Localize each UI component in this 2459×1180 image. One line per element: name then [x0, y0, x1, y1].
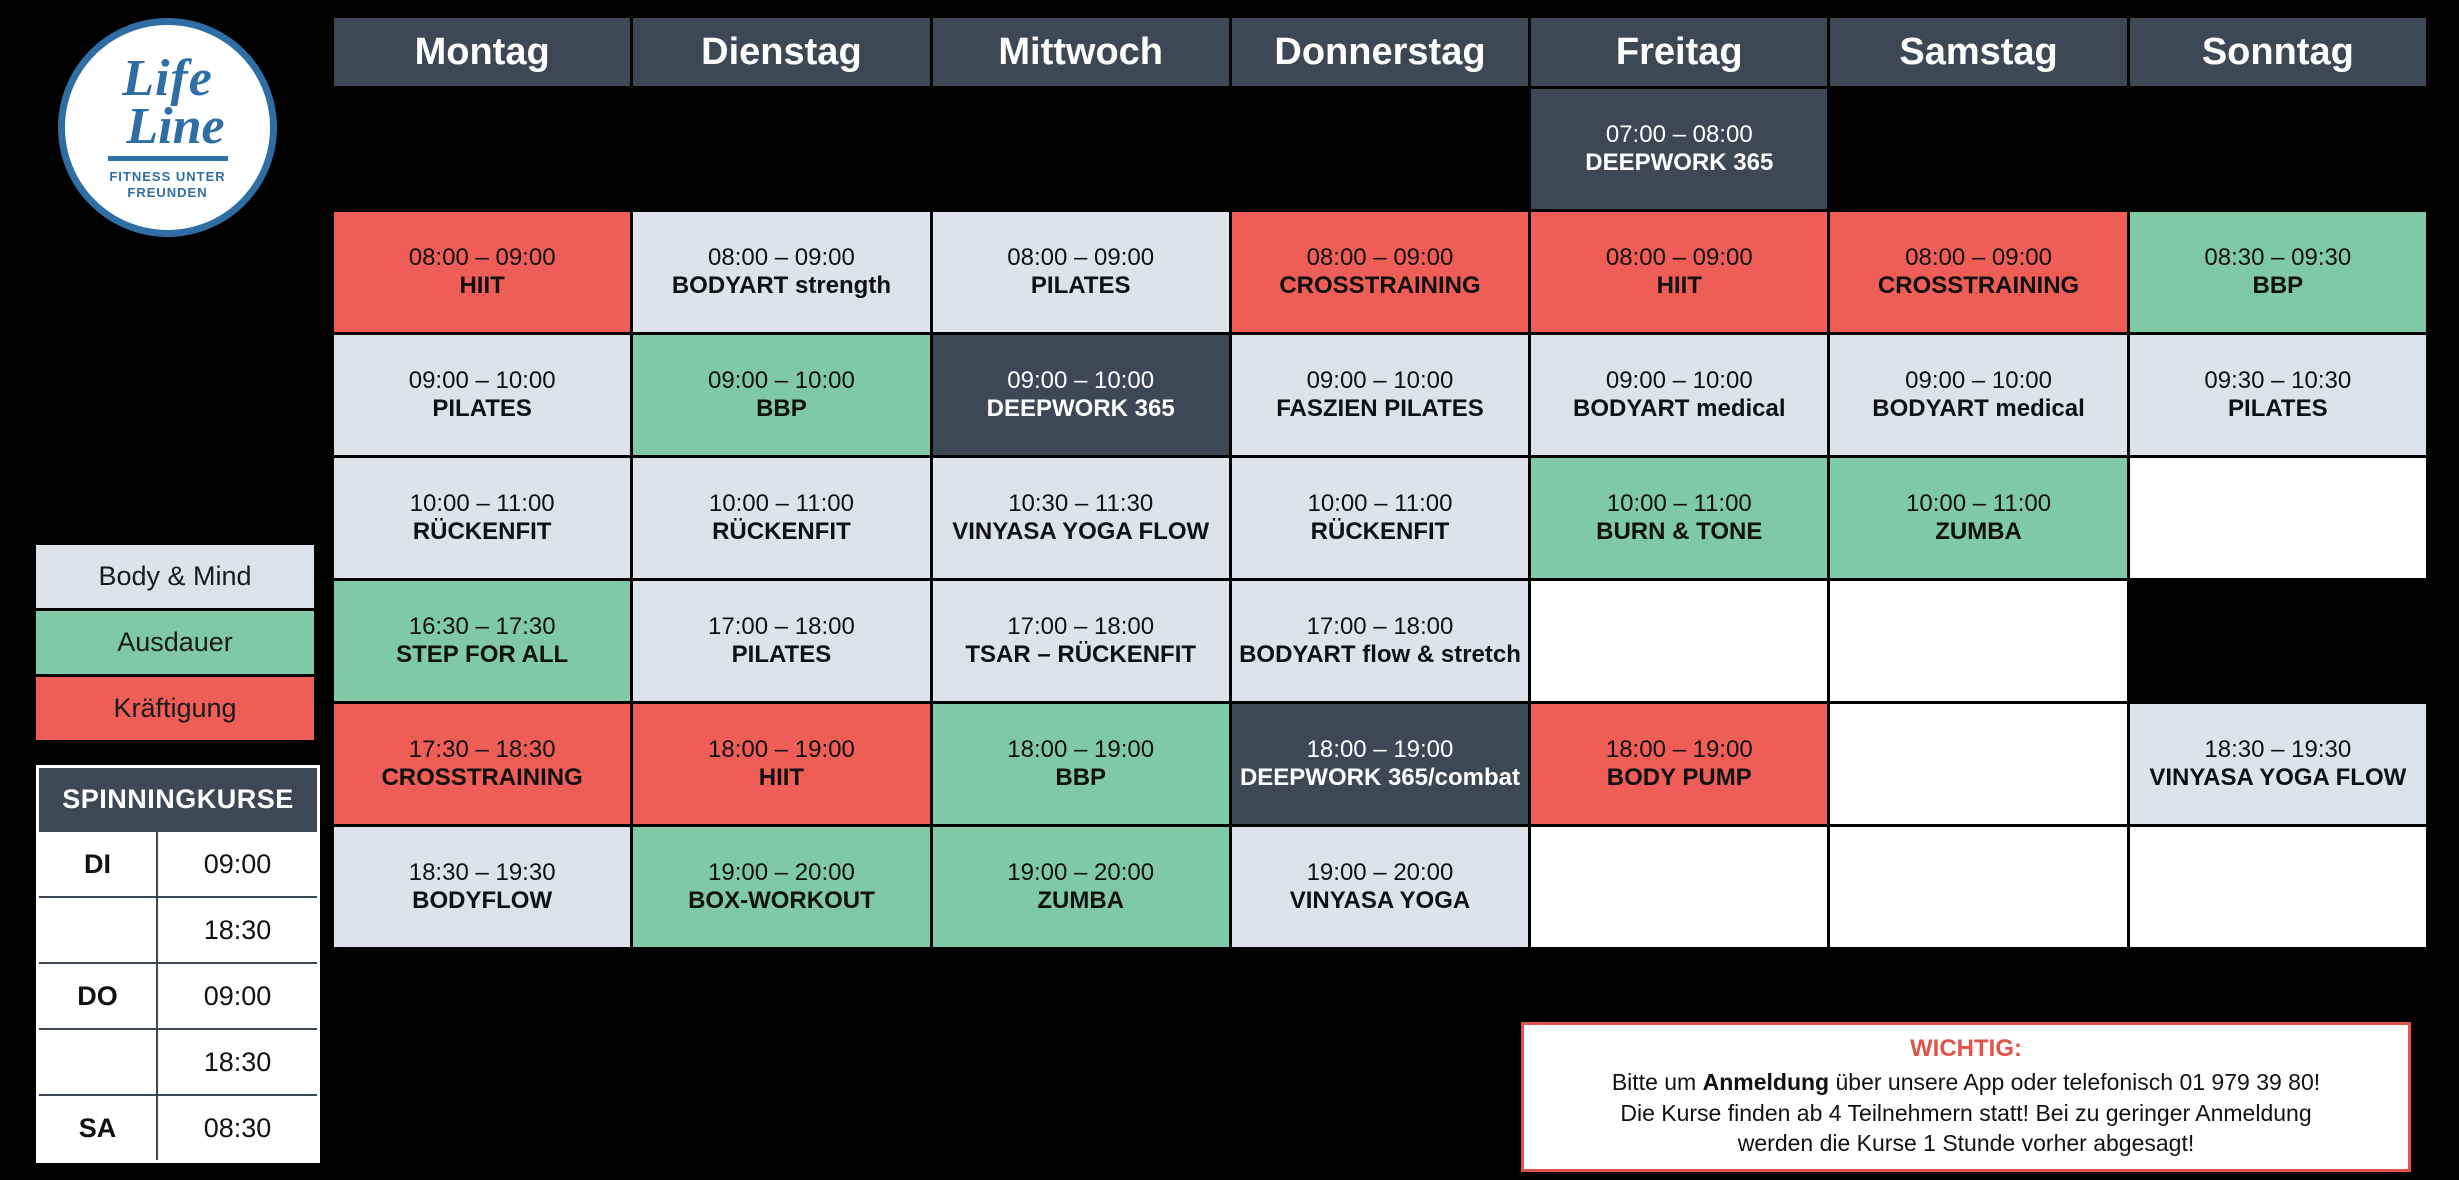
class-name: TSAR – RÜCKENFIT [965, 641, 1197, 668]
class-cell [1830, 458, 2126, 578]
class-cell [633, 89, 929, 209]
class-name: RÜCKENFIT [712, 518, 851, 545]
class-name: CROSSTRAINING [1279, 272, 1481, 299]
notice-line-1 [1538, 1067, 2394, 1098]
class-cell [1830, 212, 2126, 332]
day-header-sonntag: Sonntag [2130, 18, 2426, 86]
logo [58, 18, 273, 233]
class-time: 08:00 – 09:00 [408, 243, 556, 271]
class-time: 09:00 – 10:00 [408, 366, 556, 394]
class-name: BODYART medical [1573, 395, 1786, 422]
class-name: HIIT [1656, 272, 1702, 299]
class-cell [933, 581, 1229, 701]
legend-item-ausdauer [36, 611, 314, 674]
class-name: PILATES [731, 641, 832, 668]
class-name: STEP FOR ALL [396, 641, 569, 668]
class-name: BURN & TONE [1596, 518, 1763, 545]
class-name: BODYFLOW [412, 887, 553, 914]
spinning-time: 18:30 [203, 914, 272, 945]
class-cell [334, 581, 630, 701]
class-time: 09:30 – 10:30 [2204, 366, 2352, 394]
class-time: 17:00 – 18:00 [1306, 612, 1454, 640]
spinning-time: 18:30 [203, 1046, 272, 1077]
spinning-table [36, 765, 320, 1163]
class-cell [334, 458, 630, 578]
class-cell [1232, 581, 1528, 701]
class-cell [633, 827, 929, 947]
class-name: CROSSTRAINING [381, 764, 583, 791]
grid-row [334, 89, 2426, 212]
class-name: BBP [2252, 272, 2304, 299]
spinning-time: 09:00 [203, 848, 272, 879]
class-time: 18:00 – 19:00 [708, 735, 855, 763]
class-name: DEEPWORK 365/combat [1239, 764, 1521, 791]
legend-label: Body & Mind [98, 561, 252, 591]
class-cell [933, 335, 1229, 455]
class-cell [633, 335, 929, 455]
class-cell [1232, 458, 1528, 578]
class-cell [1830, 89, 2126, 209]
class-cell [1830, 827, 2126, 947]
spinning-day: SA [39, 1096, 158, 1160]
class-time: 08:00 – 09:00 [1007, 243, 1155, 271]
class-cell [933, 212, 1229, 332]
spinning-time: 09:00 [203, 980, 272, 1011]
class-cell [933, 827, 1229, 947]
class-time: 19:00 – 20:00 [708, 858, 855, 886]
class-cell [1830, 704, 2126, 824]
class-cell [334, 827, 630, 947]
spinning-day [39, 1030, 158, 1094]
class-time: 18:00 – 19:00 [1605, 735, 1753, 763]
class-cell [933, 89, 1229, 209]
class-time: 09:00 – 10:00 [708, 366, 855, 394]
day-header-samstag: Samstag [1830, 18, 2126, 86]
class-cell [1232, 335, 1528, 455]
class-time: 08:00 – 09:00 [1905, 243, 2052, 271]
day-header-dienstag: Dienstag [633, 18, 929, 86]
class-cell [633, 458, 929, 578]
class-time: 17:00 – 18:00 [1007, 612, 1155, 640]
grid-row [334, 458, 2426, 581]
spinning-title: SPINNINGKURSE [39, 768, 317, 830]
class-cell [1232, 212, 1528, 332]
class-cell [2130, 335, 2426, 455]
class-time: 17:30 – 18:30 [408, 735, 556, 763]
notice-line1-bold: Anmeldung [1702, 1069, 1830, 1095]
class-time: 10:00 – 11:00 [409, 489, 555, 517]
class-name: ZUMBA [1037, 887, 1125, 914]
schedule-grid [334, 18, 2426, 950]
class-time: 18:00 – 19:00 [1007, 735, 1155, 763]
class-time: 09:00 – 10:00 [1007, 366, 1155, 394]
class-cell [2130, 704, 2426, 824]
class-name: BBP [1055, 764, 1107, 791]
class-time: 10:00 – 11:00 [708, 489, 854, 517]
class-time: 08:00 – 09:00 [1306, 243, 1454, 271]
day-header-mittwoch: Mittwoch [933, 18, 1229, 86]
class-name: DEEPWORK 365 [1585, 149, 1774, 176]
class-cell [1232, 827, 1528, 947]
day-header-donnerstag: Donnerstag [1232, 18, 1528, 86]
class-name: HIIT [758, 764, 805, 791]
class-name: PILATES [2228, 395, 2328, 422]
class-time: 16:30 – 17:30 [408, 612, 556, 640]
class-cell [1531, 335, 1827, 455]
notice-line1-c: über unsere App oder telefonisch 01 979 39 80! [1829, 1069, 2321, 1095]
class-cell [334, 212, 630, 332]
class-name: DEEPWORK 365 [986, 395, 1175, 422]
table-row [39, 1028, 317, 1094]
class-cell [933, 458, 1229, 578]
class-time: 10:00 – 11:00 [1906, 489, 2052, 517]
table-row [39, 896, 317, 962]
class-time: 17:00 – 18:00 [708, 612, 855, 640]
table-row [39, 962, 317, 1028]
class-name: VINYASA YOGA FLOW [952, 518, 1210, 545]
grid-header-row [334, 18, 2426, 89]
class-cell [1830, 335, 2126, 455]
class-time: 09:00 – 10:00 [1605, 366, 1753, 394]
notice-line-3: werden die Kurse 1 Stunde vorher abgesagt! [1737, 1130, 2195, 1157]
class-time: 10:00 – 11:00 [1606, 489, 1752, 517]
class-cell [334, 335, 630, 455]
day-header-montag: Montag [334, 18, 630, 86]
class-name: FASZIEN PILATES [1276, 395, 1484, 422]
notice-title: WICHTIG: [1910, 1035, 2022, 1062]
class-name: CROSSTRAINING [1877, 272, 2080, 299]
legend-label: Kräftigung [113, 693, 237, 723]
legend-item-kraeftigung [36, 677, 314, 740]
class-time: 10:30 – 11:30 [1008, 489, 1154, 517]
class-name: ZUMBA [1935, 518, 2022, 545]
class-cell [2130, 89, 2426, 209]
class-time: 19:00 – 20:00 [1306, 858, 1454, 886]
class-cell [2130, 827, 2426, 947]
class-time: 18:30 – 19:30 [408, 858, 556, 886]
class-name: PILATES [432, 395, 532, 422]
class-name: RÜCKENFIT [412, 518, 552, 545]
legend [36, 545, 314, 743]
class-time: 18:00 – 19:00 [1306, 735, 1454, 763]
grid-row [334, 335, 2426, 458]
class-cell [334, 89, 630, 209]
class-cell [2130, 581, 2426, 701]
class-time: 18:30 – 19:30 [2204, 735, 2352, 763]
legend-label: Ausdauer [117, 627, 233, 657]
important-notice [1521, 1022, 2411, 1172]
class-cell [1531, 458, 1827, 578]
class-cell [1232, 704, 1528, 824]
class-name: BOX-WORKOUT [688, 887, 875, 914]
class-cell [633, 581, 929, 701]
class-cell [1830, 581, 2126, 701]
notice-line-2: Die Kurse finden ab 4 Teilnehmern statt! Bei zu geringer Anmeldung [1620, 1099, 2312, 1126]
class-cell [633, 212, 929, 332]
class-name: BODYART flow & stretch [1239, 641, 1521, 668]
spinning-day [39, 898, 158, 962]
table-row [39, 1094, 317, 1160]
class-name: BODYART medical [1872, 395, 2085, 422]
grid-row [334, 827, 2426, 950]
class-name: VINYASA YOGA FLOW [2149, 764, 2407, 791]
class-cell [1531, 704, 1827, 824]
spinning-day: DO [39, 964, 158, 1028]
logo-badge [58, 18, 277, 237]
class-name: RÜCKENFIT [1310, 518, 1450, 545]
grid-row [334, 704, 2426, 827]
legend-item-body-mind [36, 545, 314, 608]
logo-line2: Line [126, 97, 225, 155]
logo-divider [108, 156, 228, 161]
class-time: 08:00 – 09:00 [1605, 243, 1753, 271]
class-name: BBP [756, 395, 807, 422]
class-cell [2130, 212, 2426, 332]
class-cell [334, 704, 630, 824]
class-time: 08:30 – 09:30 [2204, 243, 2352, 271]
class-time: 10:00 – 11:00 [1307, 489, 1453, 517]
spinning-time: 08:30 [203, 1112, 272, 1143]
grid-row [334, 212, 2426, 335]
class-name: PILATES [1030, 272, 1131, 299]
class-name: BODYART strength [671, 272, 891, 299]
logo-line3: FITNESS UNTER [109, 169, 226, 185]
class-cell [1531, 581, 1827, 701]
class-name: BODY PUMP [1606, 764, 1752, 791]
logo-line4: FREUNDEN [127, 185, 208, 201]
class-time: 08:00 – 09:00 [708, 243, 855, 271]
class-time: 09:00 – 10:00 [1306, 366, 1454, 394]
class-time: 09:00 – 10:00 [1905, 366, 2052, 394]
logo-line1: Life [122, 49, 213, 107]
class-time: 07:00 – 08:00 [1605, 120, 1753, 148]
class-name: HIIT [459, 272, 505, 299]
class-cell [633, 704, 929, 824]
day-header-freitag: Freitag [1531, 18, 1827, 86]
notice-line1-a: Bitte um [1611, 1069, 1703, 1095]
class-cell [1531, 212, 1827, 332]
class-cell [2130, 458, 2426, 578]
grid-row [334, 581, 2426, 704]
table-row [39, 830, 317, 896]
class-cell [1232, 89, 1528, 209]
spinning-day: DI [39, 832, 158, 896]
class-cell [933, 704, 1229, 824]
class-cell [1531, 89, 1827, 209]
class-name: VINYASA YOGA [1289, 887, 1471, 914]
class-time: 19:00 – 20:00 [1007, 858, 1155, 886]
class-cell [1531, 827, 1827, 947]
